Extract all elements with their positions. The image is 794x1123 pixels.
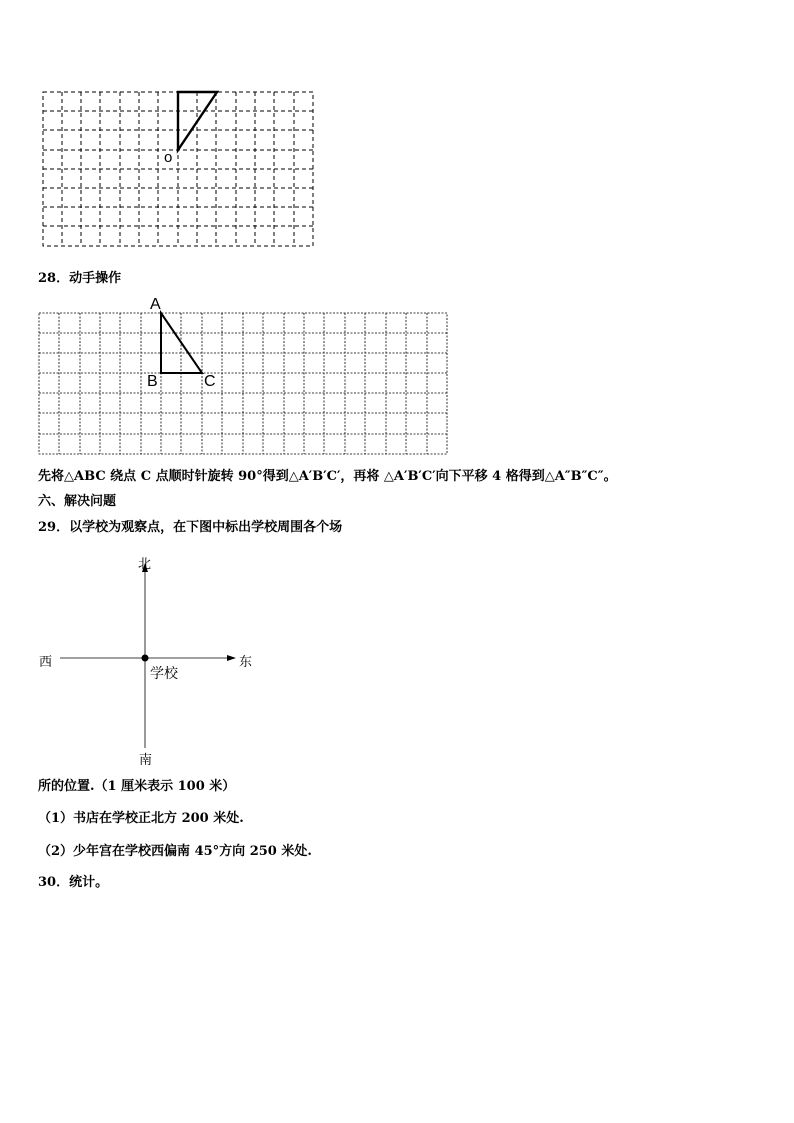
question-29-continuation: 所的位置.（1 厘米表示 100 米） xyxy=(38,779,236,794)
question-28-title: 28．动手操作 xyxy=(38,271,122,286)
point-o-label: o xyxy=(164,149,173,166)
school-point xyxy=(142,655,149,662)
south-label: 南 xyxy=(139,753,153,768)
vertex-b-label: B xyxy=(147,373,158,390)
question-29-item-1: （1）书店在学校正北方 200 米处. xyxy=(38,811,244,826)
vertex-c-label: C xyxy=(204,373,216,390)
school-label: 学校 xyxy=(150,666,178,682)
north-label: 北 xyxy=(138,557,152,572)
west-label: 西 xyxy=(39,655,53,670)
question-29-item-2: （2）少年宫在学校西偏南 45°方向 250 米处. xyxy=(38,844,312,859)
question-30-title: 30．统计。 xyxy=(38,875,109,890)
question-29-title: 29．以学校为观察点，在下图中标出学校周围各个场 xyxy=(38,520,343,535)
east-label: 东 xyxy=(239,655,253,670)
question-28-instruction: 先将△ABC 绕点 C 点顺时针旋转 90°得到△A′B′C′，再将 △A′B′C′向下平移 4 格得到△A″B″C″。 xyxy=(38,469,617,484)
vertex-a-label: A xyxy=(150,296,161,313)
section-6-title: 六、解决问题 xyxy=(38,494,117,509)
east-arrow-icon xyxy=(227,655,236,661)
